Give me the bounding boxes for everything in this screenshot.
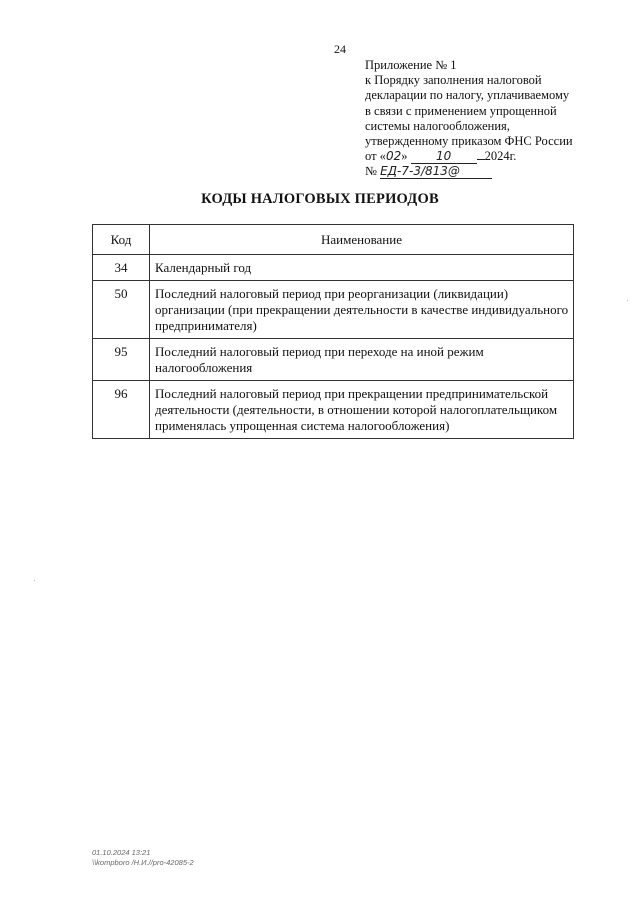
order-number: ЕД-7-3/813@ xyxy=(380,164,460,179)
cell-code: 95 xyxy=(93,339,150,381)
order-number-blank xyxy=(380,165,492,179)
table-row xyxy=(93,339,574,381)
appendix-line: утвержденному приказом ФНС России xyxy=(365,134,573,149)
number-prefix: № xyxy=(365,164,377,179)
header-code: Код xyxy=(93,225,150,255)
print-footer xyxy=(92,848,194,868)
appendix-line: декларации по налогу, уплачиваемому xyxy=(365,88,570,103)
cell-code: 96 xyxy=(93,381,150,439)
page-number: 24 xyxy=(334,42,346,56)
date-mid: » xyxy=(401,149,408,164)
date-month-blank xyxy=(411,150,477,164)
scan-speck xyxy=(627,300,628,301)
header-name: Наименование xyxy=(150,225,574,255)
order-date-line xyxy=(365,149,605,164)
appendix-header xyxy=(365,58,605,180)
table-row xyxy=(93,255,574,281)
date-prefix: от « xyxy=(365,149,386,164)
table-row xyxy=(93,381,574,439)
footer-path: \\kompboro /Н.И.//pro-42085-2 xyxy=(92,858,194,867)
appendix-line: Приложение № 1 xyxy=(365,58,457,72)
cell-name: Последний налоговый период при прекращении предпринимательской деятельности (деятельности, в отношении которой налогоплательщиком применялась упрощенная система налогообложения) xyxy=(150,381,574,439)
document-title: КОДЫ НАЛОГОВЫХ ПЕРИОДОВ xyxy=(201,191,439,207)
cell-name: Последний налоговый период при реорганизации (ликвидации) организации (при прекращении деятельности в качестве индивидуального предпринимателя) xyxy=(150,281,574,339)
date-month: 10 xyxy=(435,149,452,164)
tax-period-codes-table xyxy=(92,224,574,439)
cell-name: Календарный год xyxy=(150,255,574,281)
date-year: 2024 xyxy=(484,149,510,164)
date-suffix: г. xyxy=(509,149,517,164)
cell-code: 50 xyxy=(93,281,150,339)
appendix-line: системы налогообложения, xyxy=(365,118,510,133)
appendix-line: в связи с применением упрощенной xyxy=(365,103,557,118)
date-gap xyxy=(477,159,485,160)
scan-speck xyxy=(34,580,35,581)
appendix-line: к Порядку заполнения налоговой xyxy=(365,73,542,88)
cell-code: 34 xyxy=(93,255,150,281)
order-number-line xyxy=(365,164,605,179)
table-row xyxy=(93,281,574,339)
table-header-row xyxy=(93,225,574,255)
date-day: 02 xyxy=(385,149,402,164)
cell-name: Последний налоговый период при переходе на иной режим налогообложения xyxy=(150,339,574,381)
footer-timestamp: 01.10.2024 13:21 xyxy=(92,848,151,857)
